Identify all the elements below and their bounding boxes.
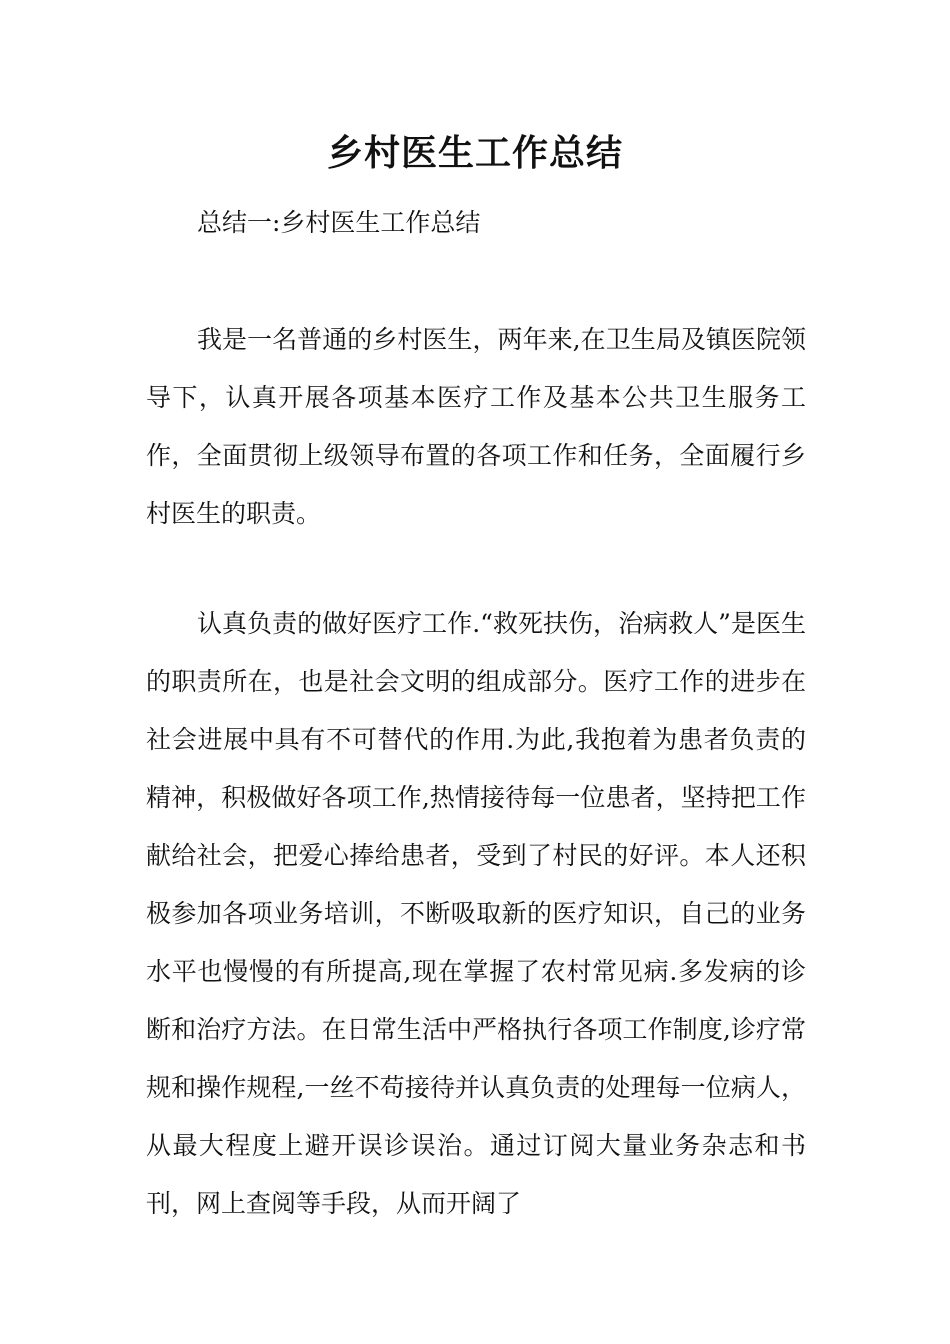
paragraph-1: 我是一名普通的乡村医生，两年来,在卫生局及镇医院领导下，认真开展各项基本医疗工作及基本公共卫生服务工作，全面贯彻上级领导布置的各项工作和任务，全面履行乡村医生的职责。: [146, 325, 806, 528]
paragraph-2: 认真负责的做好医疗工作.“救死扶伤，治病救人”是医生的职责所在，也是社会文明的组成部分。医疗工作的进步在社会进展中具有不可替代的作用.为此,我抱着为患者负责的精神，积极做好各项工作,热情接待每一位患者，坚持把工作献给社会，把爱心捧给患者，受到了村民的好评。本人还积极参加各项业务培训，不断吸取新的医疗知识，自己的业务水平也慢慢的有所提高,现在掌握了农村常见病.多发病的诊断和治疗方法。在日常生活中严格执行各项工作制度,诊疗常规和操作规程,一丝不苟接待并认真负责的处理每一位病人，从最大程度上避开误诊误治。通过订阅大量业务杂志和书刊，网上查阅等手段，从而开阔了: [146, 609, 806, 1218]
document-title: 乡村医生工作总结: [326, 132, 623, 174]
document-subtitle: 总结一:乡村医生工作总结: [197, 208, 481, 237]
